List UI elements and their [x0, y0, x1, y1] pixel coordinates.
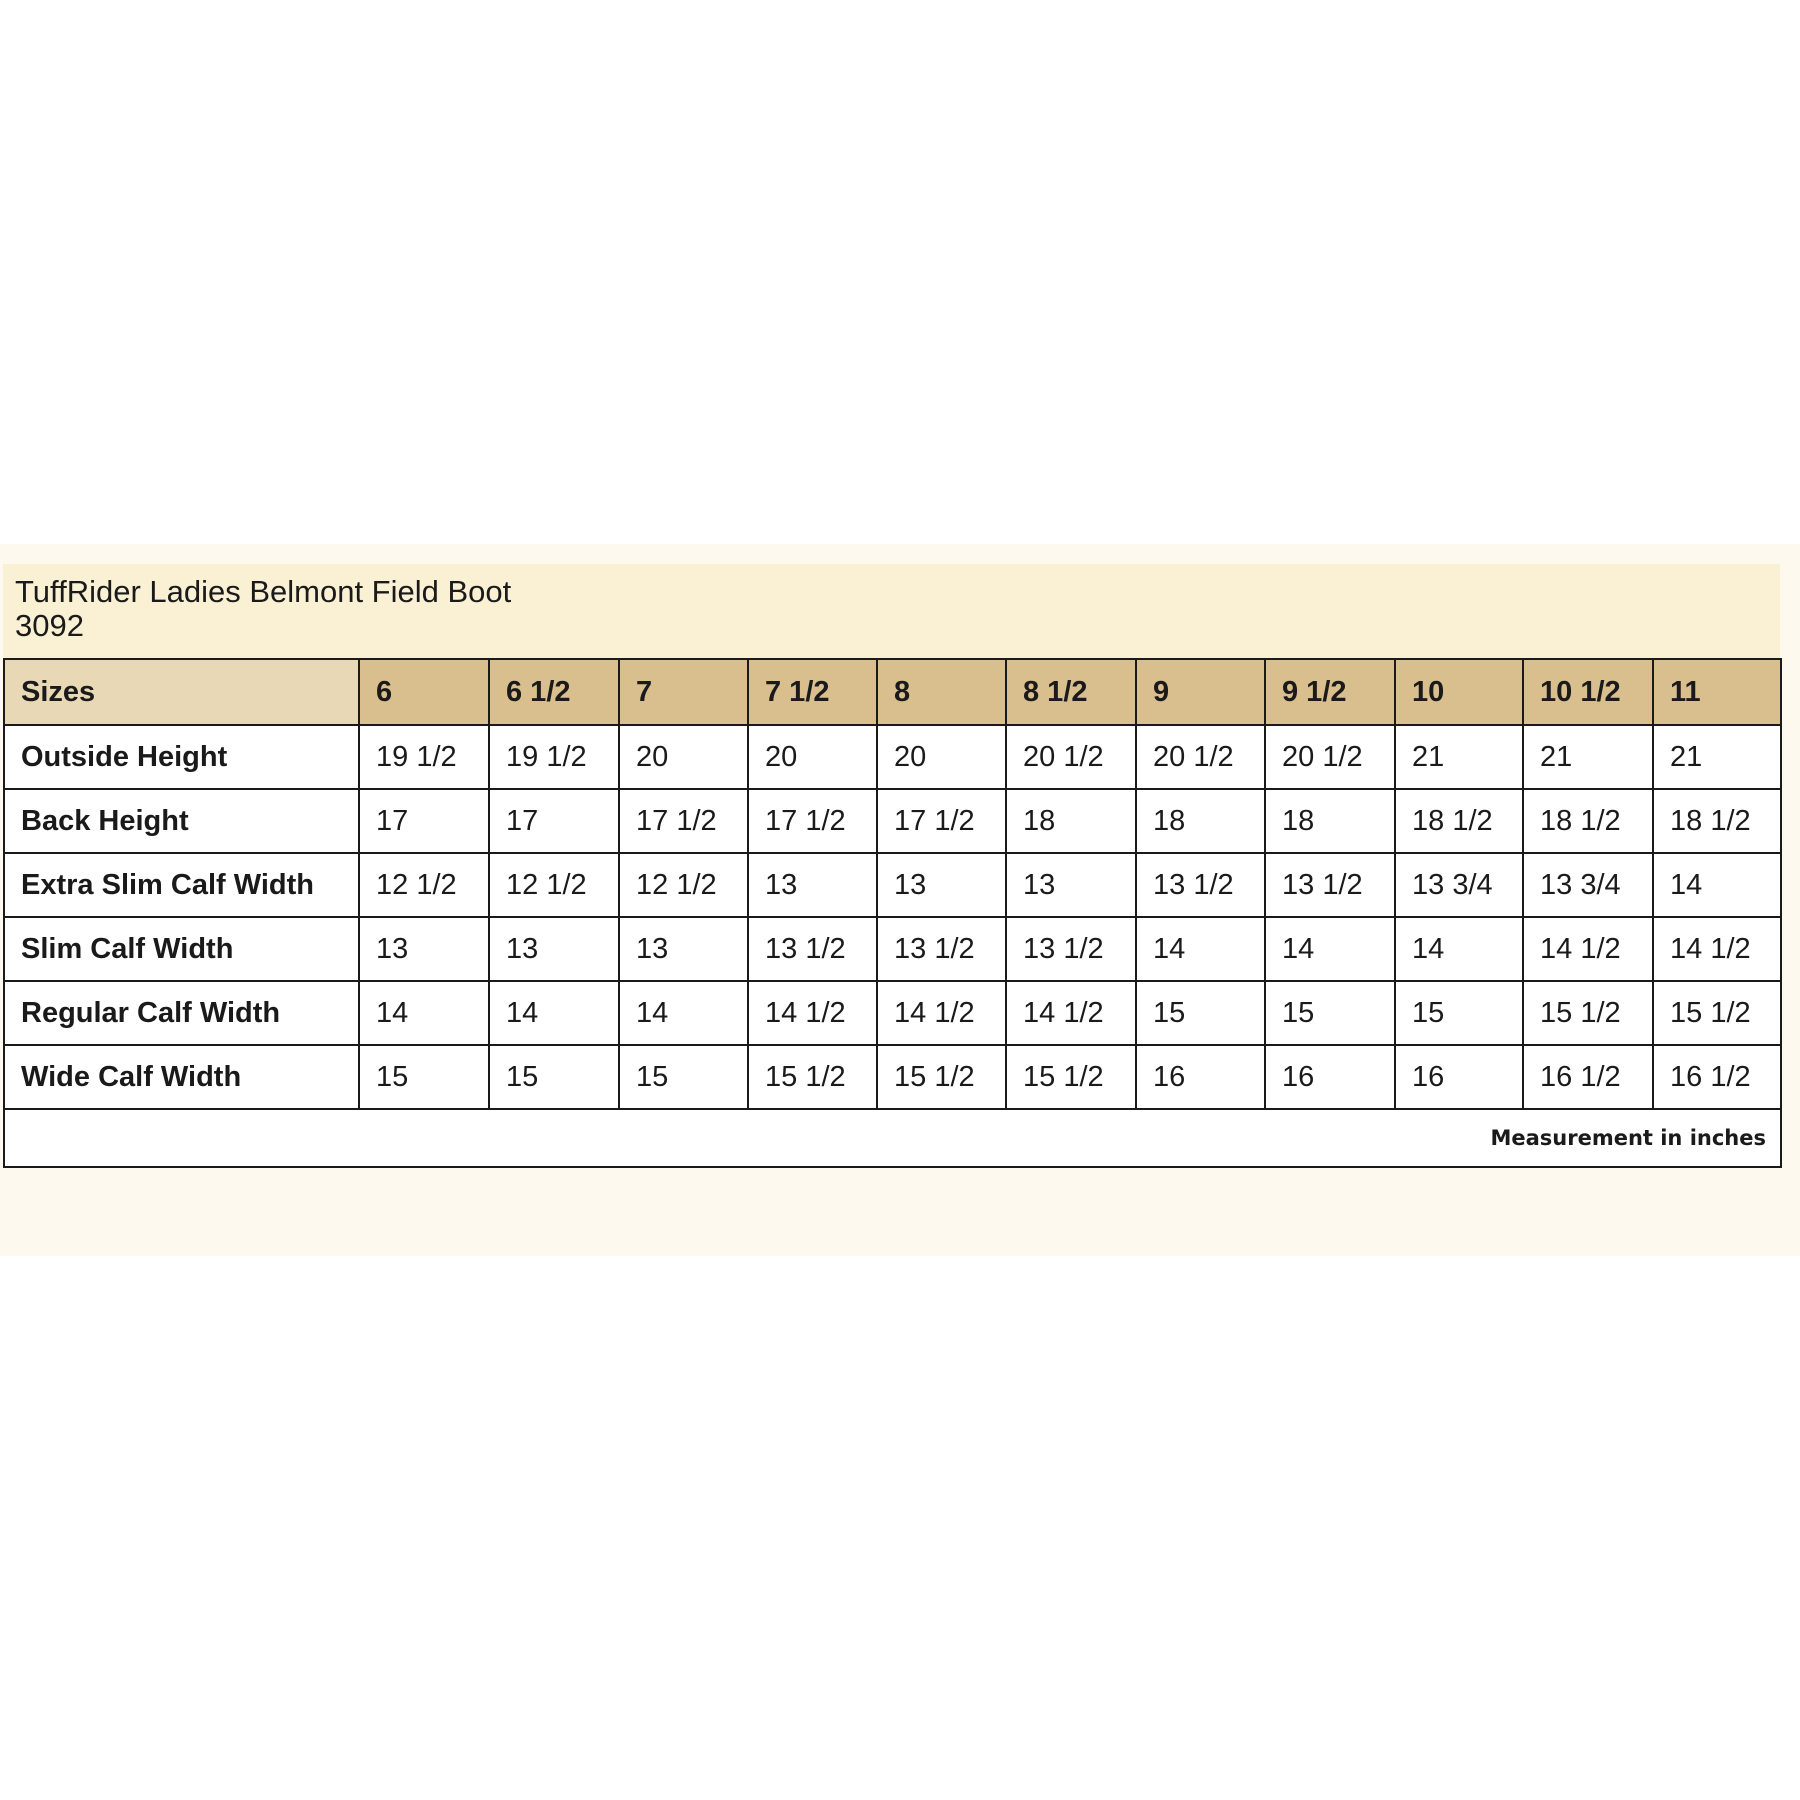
product-title: TuffRider Ladies Belmont Field Boot [15, 574, 512, 609]
size-header-cell: 10 1/2 [1523, 659, 1653, 725]
size-header-cell: 6 [359, 659, 489, 725]
table-cell: 15 1/2 [877, 1045, 1006, 1109]
table-cell: 12 1/2 [619, 853, 748, 917]
table-cell: 13 1/2 [1006, 917, 1136, 981]
size-chart-table [3, 658, 1782, 1168]
table-cell: 20 1/2 [1006, 725, 1136, 789]
table-cell: 15 [489, 1045, 619, 1109]
table-cell: 14 1/2 [748, 981, 877, 1045]
table-row [4, 981, 1781, 1045]
table-cell: 17 [489, 789, 619, 853]
table-cell: 17 1/2 [619, 789, 748, 853]
table-cell: 13 [877, 853, 1006, 917]
table-cell: 20 [619, 725, 748, 789]
table-cell: 14 [1136, 917, 1265, 981]
table-cell: 14 [359, 981, 489, 1045]
table-cell: 14 1/2 [877, 981, 1006, 1045]
size-header-cell: 9 1/2 [1265, 659, 1395, 725]
table-cell: 13 1/2 [748, 917, 877, 981]
table-cell: 17 1/2 [877, 789, 1006, 853]
table-cell: 13 [619, 917, 748, 981]
table-cell: 14 [619, 981, 748, 1045]
table-cell: 13 3/4 [1523, 853, 1653, 917]
size-header-cell: 6 1/2 [489, 659, 619, 725]
table-cell: 15 1/2 [1006, 1045, 1136, 1109]
size-header-cell: 7 1/2 [748, 659, 877, 725]
size-header-cell: 8 1/2 [1006, 659, 1136, 725]
table-row [4, 917, 1781, 981]
model-number: 3092 [15, 608, 84, 643]
table-cell: 20 1/2 [1265, 725, 1395, 789]
table-cell: 18 [1136, 789, 1265, 853]
table-cell: 16 [1136, 1045, 1265, 1109]
table-cell: 16 1/2 [1523, 1045, 1653, 1109]
table-row [4, 853, 1781, 917]
table-cell: 15 [359, 1045, 489, 1109]
table-cell: 16 [1265, 1045, 1395, 1109]
table-cell: 14 [1653, 853, 1781, 917]
size-header-row [4, 659, 1781, 725]
table-cell: 14 [1395, 917, 1523, 981]
table-cell: 18 1/2 [1653, 789, 1781, 853]
table-cell: 20 1/2 [1136, 725, 1265, 789]
table-cell: 13 1/2 [877, 917, 1006, 981]
row-label: Slim Calf Width [4, 917, 359, 981]
row-label: Back Height [4, 789, 359, 853]
table-cell: 21 [1653, 725, 1781, 789]
table-cell: 19 1/2 [489, 725, 619, 789]
table-cell: 12 1/2 [489, 853, 619, 917]
table-cell: 13 3/4 [1395, 853, 1523, 917]
size-header-cell: 10 [1395, 659, 1523, 725]
table-cell: 16 [1395, 1045, 1523, 1109]
table-cell: 21 [1395, 725, 1523, 789]
row-label: Extra Slim Calf Width [4, 853, 359, 917]
table-row [4, 789, 1781, 853]
table-cell: 15 1/2 [1653, 981, 1781, 1045]
size-header-cell: 9 [1136, 659, 1265, 725]
table-cell: 18 1/2 [1523, 789, 1653, 853]
table-cell: 14 [1265, 917, 1395, 981]
table-cell: 18 [1006, 789, 1136, 853]
table-cell: 14 [489, 981, 619, 1045]
table-cell: 20 [877, 725, 1006, 789]
row-label: Outside Height [4, 725, 359, 789]
table-cell: 15 1/2 [748, 1045, 877, 1109]
footnote-row [4, 1109, 1781, 1167]
table-cell: 15 [1395, 981, 1523, 1045]
table-cell: 17 1/2 [748, 789, 877, 853]
row-label: Regular Calf Width [4, 981, 359, 1045]
table-cell: 14 1/2 [1653, 917, 1781, 981]
table-cell: 13 1/2 [1265, 853, 1395, 917]
row-label: Wide Calf Width [4, 1045, 359, 1109]
table-cell: 15 [1265, 981, 1395, 1045]
table-row [4, 725, 1781, 789]
table-cell: 15 [1136, 981, 1265, 1045]
size-header-cell: 8 [877, 659, 1006, 725]
table-cell: 18 [1265, 789, 1395, 853]
table-cell: 13 [748, 853, 877, 917]
size-header-cell: 11 [1653, 659, 1781, 725]
table-cell: 21 [1523, 725, 1653, 789]
table-cell: 18 1/2 [1395, 789, 1523, 853]
table-cell: 14 1/2 [1523, 917, 1653, 981]
table-cell: 15 1/2 [1523, 981, 1653, 1045]
table-cell: 13 [489, 917, 619, 981]
table-cell: 14 1/2 [1006, 981, 1136, 1045]
table-cell: 16 1/2 [1653, 1045, 1781, 1109]
table-cell: 15 [619, 1045, 748, 1109]
table-row [4, 1045, 1781, 1109]
table-cell: 19 1/2 [359, 725, 489, 789]
table-cell: 20 [748, 725, 877, 789]
size-header-cell: 7 [619, 659, 748, 725]
sizes-header-label: Sizes [4, 659, 359, 725]
measurement-note: Measurement in inches [4, 1109, 1781, 1167]
table-cell: 13 [1006, 853, 1136, 917]
table-cell: 17 [359, 789, 489, 853]
table-cell: 13 1/2 [1136, 853, 1265, 917]
table-cell: 12 1/2 [359, 853, 489, 917]
table-cell: 13 [359, 917, 489, 981]
